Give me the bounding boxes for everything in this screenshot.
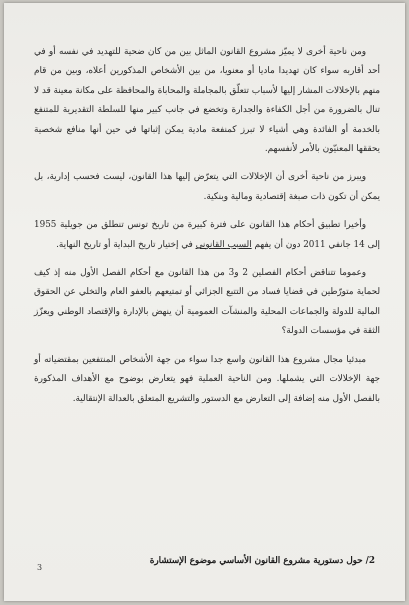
section-heading: 2/ حول دستورية مشروع القانون الأساسي موضوع الإستشارة bbox=[149, 556, 375, 566]
paragraph-1: ومن ناحية أخرى لا يميّز مشروع القانون الماثل بين من كان ضحية للتهديد في نفسه أو في أحد أقاربه سواء كان تهديدا ماديا أو معنويا، من بين الأشخاص المذكورين أعلاه، وبين من قام منهم بالإخلالات المشار إليها لأسباب تتعلّق بالمجاملة والمحاباة والمحافظة على مكانة معينة قد لا تنال بالضرورة من أجل الكفاءة والجدارة وتخضع في جانب كبير منها للسلطة التقديرية للمتنفع بالخدمة أو الفائدة وهي أشياء لا تبرز كمنفعة مادية يمكن إثباتها في حين أنها منافع شخصية يحققها المعنيّون بالأمر لأنفسهم. bbox=[34, 47, 380, 155]
paragraph-3 bbox=[34, 216, 380, 255]
document-page bbox=[4, 3, 405, 601]
document-body bbox=[34, 43, 380, 409]
legal-reason-phrase: السبب القانوني bbox=[195, 239, 252, 250]
page-number: 3 bbox=[37, 563, 43, 572]
paragraph-2: ويبرز من ناحية أخرى أن الإخلالات التي يتعرّض إليها هذا القانون، ليست فحسب إدارية، بل يمكن أن تكون ذات صبغة إقتصادية ومالية وبنكية. bbox=[34, 172, 380, 202]
paragraph-5: مبدئيا مجال مشروع هذا القانون واسع جدا سواء من جهة الأشخاص المنتفعين بمقتضياته أو جهة الإخلالات التي يشملها. ومن الناحية العملية فهو يتعارض بوضوح مع الأهداف المذكورة بالفصل الأول منه إضافة إلى التعارض مع الدستور والتشريع المتعلق بالعدالة الإنتقالية. bbox=[34, 354, 380, 404]
paragraph-3-end: في إختيار تاريخ البداية أو تاريخ النهاية. bbox=[56, 239, 193, 250]
paragraph-3-start: وأخيرا تطبيق أحكام هذا القانون على فترة كبيرة من تاريخ تونس تنطلق من جويلية 1955 إلى 14 جانفي 2011 دون أن يفهم bbox=[34, 220, 380, 250]
paragraph-4: وعموما تتناقض أحكام الفصلين 2 و3 من هذا القانون مع أحكام الفصل الأول منه إذ كيف لحماية متورّطين في قضايا فساد من التتبع الجزائي أو تمتيعهم بالعفو العام والتخلي عن الحقوق المالية للدولة والجماعات المحلية والمنشآت العمومية أن ينهض بالإدارة والإقتصاد الوطني ويعزّز الثقة في مؤسسات الدولة؟ bbox=[34, 268, 380, 337]
